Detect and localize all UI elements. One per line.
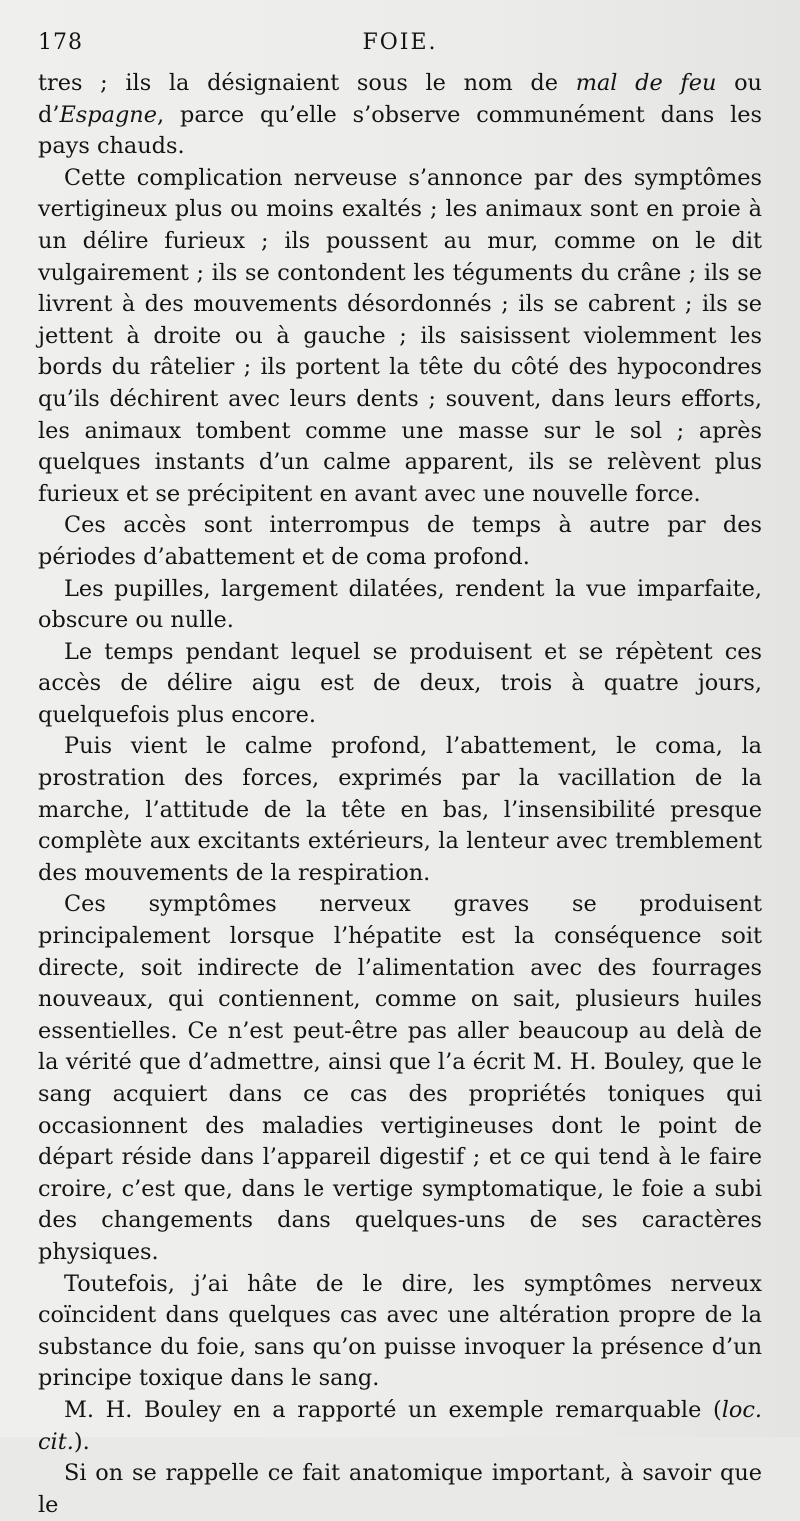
paragraph (38, 510, 762, 573)
text-run: Le temps pendant lequel se produisent et se répètent ces accès de délire aigu est de deux, trois à quatre jours, quelquefois plus encore. (38, 638, 762, 728)
page-header (38, 30, 762, 68)
paragraph (38, 1458, 762, 1521)
paragraph (38, 163, 762, 511)
page-number: 178 (38, 30, 83, 55)
paragraph (38, 1269, 762, 1395)
text-run: Toutefois, j’ai hâte de le dire, les symptômes nerveux coïncident dans quelques cas avec une altération propre de la substance du foie, sans qu’on puisse invoquer la présence d’un principe toxique dans le sang. (38, 1270, 762, 1392)
text-run: , parce qu’elle s’observe communément dans les pays chauds. (38, 101, 762, 160)
body-text (38, 68, 762, 1521)
text-run: ou d’ (38, 70, 762, 128)
paragraph (38, 1395, 762, 1458)
paragraph (38, 68, 762, 163)
paragraph (38, 637, 762, 732)
text-run: tres ; ils la désignaient sous le nom de (38, 70, 576, 96)
italic-text: loc. cit. (38, 1396, 762, 1455)
text-run: ). (73, 1428, 90, 1455)
paragraph (38, 574, 762, 637)
text-run: Cette complication nerveuse s’annonce par des symptômes vertigineux plus ou moins exaltés ; les animaux sont en proie à un délire furieux ; ils poussent au mur, comme on le dit vulgairement ; ils se contondent les téguments du crâne ; ils se livrent à des mouvements désordonnés ; ils se cabrent ; ils se jettent à droite ou à gauche ; ils saisissent violemment les bords du râtelier ; ils portent la tête du côté des hypocondres qu’ils déchirent avec leurs dents ; souvent, dans leurs efforts, les animaux tombent comme une masse sur le sol ; après quelques instants d’un calme apparent, ils se relèvent plus furieux et se précipitent en avant avec une nouvelle force. (38, 164, 762, 507)
italic-text: Espagne (59, 101, 157, 128)
text-run: Les pupilles, largement dilatées, rendent la vue imparfaite, obscure ou nulle. (38, 575, 762, 634)
italic-text: mal de feu (575, 70, 717, 96)
text-run: Puis vient le calme profond, l’abattement, le coma, la prostration des forces, exprimés par la vacillation de la marche, l’attitude de la tête en bas, l’insensibilité presque complète aux excitants extérieurs, la lenteur avec tremblement des mouvements de la respiration. (38, 733, 762, 886)
paragraph (38, 889, 762, 1268)
running-head: FOIE. (362, 30, 438, 55)
text-run: M. H. Bouley en a rapporté un exemple remarquable ( (64, 1396, 722, 1423)
text-run: Ces accès sont interrompus de temps à autre par des périodes d’abattement et de coma profond. (38, 512, 762, 570)
paragraph (38, 731, 762, 889)
text-run: Si on se rappelle ce fait anatomique important, à savoir que le (38, 1460, 762, 1518)
text-run: Ces symptômes nerveux graves se produisent principalement lorsque l’hépatite est la conséquence soit directe, soit indirecte de l’alimentation avec des fourrages nouveaux, qui contiennent, comme on sait, plusieurs huiles essentielles. Ce n’est peut-être pas aller beaucoup au delà de la vérité que d’admettre, ainsi que l’a écrit M. H. Bouley, que le sang acquiert dans ce cas des propriétés toniques qui occasionnent des maladies vertigineuses dont le point de départ réside dans l’appareil digestif ; et ce qui tend à le faire croire, c’est que, dans le vertige symptomatique, le foie a subi des changements dans quelques-uns de ses caractères physiques. (38, 891, 762, 1265)
